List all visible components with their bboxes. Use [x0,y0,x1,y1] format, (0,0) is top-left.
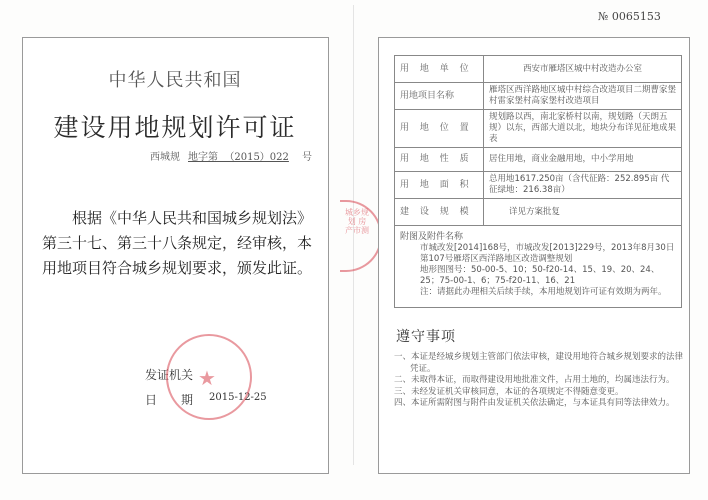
rule-item: 二、未取得本证，而取得建设用地批准文件，占用土地的，均属违法行为。 [394,375,675,385]
official-seal-stamp [166,334,252,420]
row-value: 详见方案批复 [484,199,682,226]
table-row [395,199,682,226]
rules-heading: 遵守事项 [396,329,456,345]
table-row [395,83,682,110]
country-heading: 中华人民共和国 [108,70,242,91]
table-row [395,172,682,199]
rule-item: 一、本证是经城乡规划主管部门依法审核，建设用地符合城乡规划要求的法律凭证。 [394,352,684,374]
table-row [395,148,682,172]
row-label: 用 地 单 位 [395,56,484,83]
seam-stamp-text: 城乡规划 房产市测 [345,208,369,235]
date-label: 日 期 [145,393,194,407]
row-label: 建 设 规 模 [395,199,484,226]
number-prefix: 西城规 [150,152,180,163]
rules-list [394,352,684,410]
row-value: 雁塔区西洋路地区城中村综合改造项目二期曹家堡村雷家堡村高家堡村改造项目 [484,83,682,110]
row-label: 用 地 面 积 [395,172,484,199]
star-icon: ★ [198,366,216,390]
row-label: 用 地 性 质 [395,148,484,172]
attachment-item: 市城改发[2014]168号，市城改发[2013]229号，2013年8月30日第107号雁塔区西洋路地区改造调整规划 [420,243,675,264]
attachments-row [395,226,682,308]
row-value: 西安市雁塔区城中村改造办公室 [484,56,682,83]
row-label: 用 地 位 置 [395,110,484,148]
serial-number: № 0065153 [598,10,661,23]
table-row [395,110,682,148]
land-use-info-table [394,55,682,308]
certificate-statement: 根据《中华人民共和国城乡规划法》第三十七、第三十八条规定，经审核，本用地项目符合城乡规划要求，颁发此证。 [42,209,313,277]
number-suffix: 号 [302,152,312,163]
attachments-label: 附图及附件名称 [400,232,464,242]
seam-seal-stamp [340,200,382,272]
row-label: 用地项目名称 [395,83,484,110]
row-value: 总用地1617.250亩（含代征路：252.895亩 代征绿地：216.38亩） [484,172,682,199]
table-row [395,56,682,83]
issuer-label: 发证机关 [145,368,194,382]
row-value: 规划路以西，南北家桥村以南，规划路（天朗五规）以东，西部大道以北，地块分布详见征地成果表 [484,110,682,148]
rule-item: 四、本证所需附图与附件由发证机关依法确定，与本证具有同等法律效力。 [394,398,675,408]
attachment-note: 注：请据此办理相关后续手续，本用地规划许可证有效期为两年。 [420,287,667,297]
certificate-title: 建设用地规划许可证 [53,113,297,142]
issue-date: 2015-12-25 [209,392,267,403]
attachment-item: 地形图图号：50-00-5、10；50-f20-14、15、19、20、24、25；75-00-1、6；75-f20-11、16、21 [420,265,660,286]
certificate-number: 地字第 （2015）022 [188,152,289,163]
rule-item: 三、未经发证机关审核同意，本证的各项规定不得随意变更。 [394,386,624,397]
row-value: 居住用地，商业金融用地，中小学用地 [484,148,682,172]
